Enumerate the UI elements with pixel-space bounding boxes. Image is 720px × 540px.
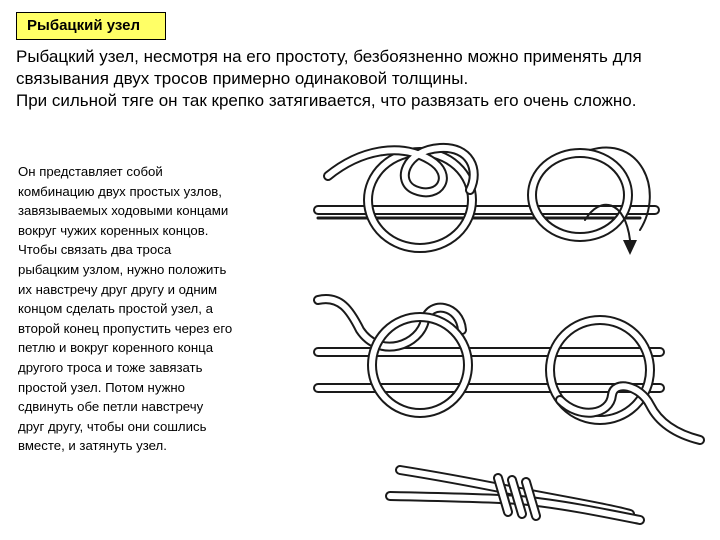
description-line: простой узел. Потом нужно <box>18 379 186 395</box>
intro-line: связывания двух тросов примерно одинаковой толщины. <box>16 69 469 88</box>
slide-title: Рыбацкий узел <box>16 12 166 40</box>
description-line: другого троса и тоже завязать <box>18 359 203 375</box>
description-line: сдвинуть обе петли навстречу <box>18 399 204 415</box>
description-line: рыбацким узлом, нужно положить <box>18 261 227 277</box>
intro-line: Рыбацкий узел, несмотря на его простоту, безбоязненно можно применять для <box>16 47 642 66</box>
description-line: их навстречу друг другу и одним <box>18 281 218 297</box>
description-line: завязываемых ходовыми концами <box>18 203 229 219</box>
description-line: вокруг чужих коренных концов. <box>18 222 209 238</box>
description-line: Чтобы связать два троса <box>18 242 172 258</box>
knot-step-1-illustration <box>318 147 655 255</box>
description-line: концом сделать простой узел, а <box>18 301 213 317</box>
description-line: Он представляет собой <box>18 164 163 179</box>
knot-step-3-illustration <box>390 470 640 520</box>
description-line: друг другу, чтобы они сошлись <box>18 418 207 434</box>
description-line: вместе, и затянуть узел. <box>18 438 167 454</box>
description-line: комбинацию двух простых узлов, <box>18 183 222 199</box>
description-line: петлю и вокруг коренного конца <box>18 340 214 356</box>
knot-step-2-illustration <box>318 299 700 440</box>
description-line: второй конец пропустить через его <box>18 320 233 336</box>
intro-line: При сильной тяге он так крепко затягивается, что развязать его очень сложно. <box>16 91 637 110</box>
